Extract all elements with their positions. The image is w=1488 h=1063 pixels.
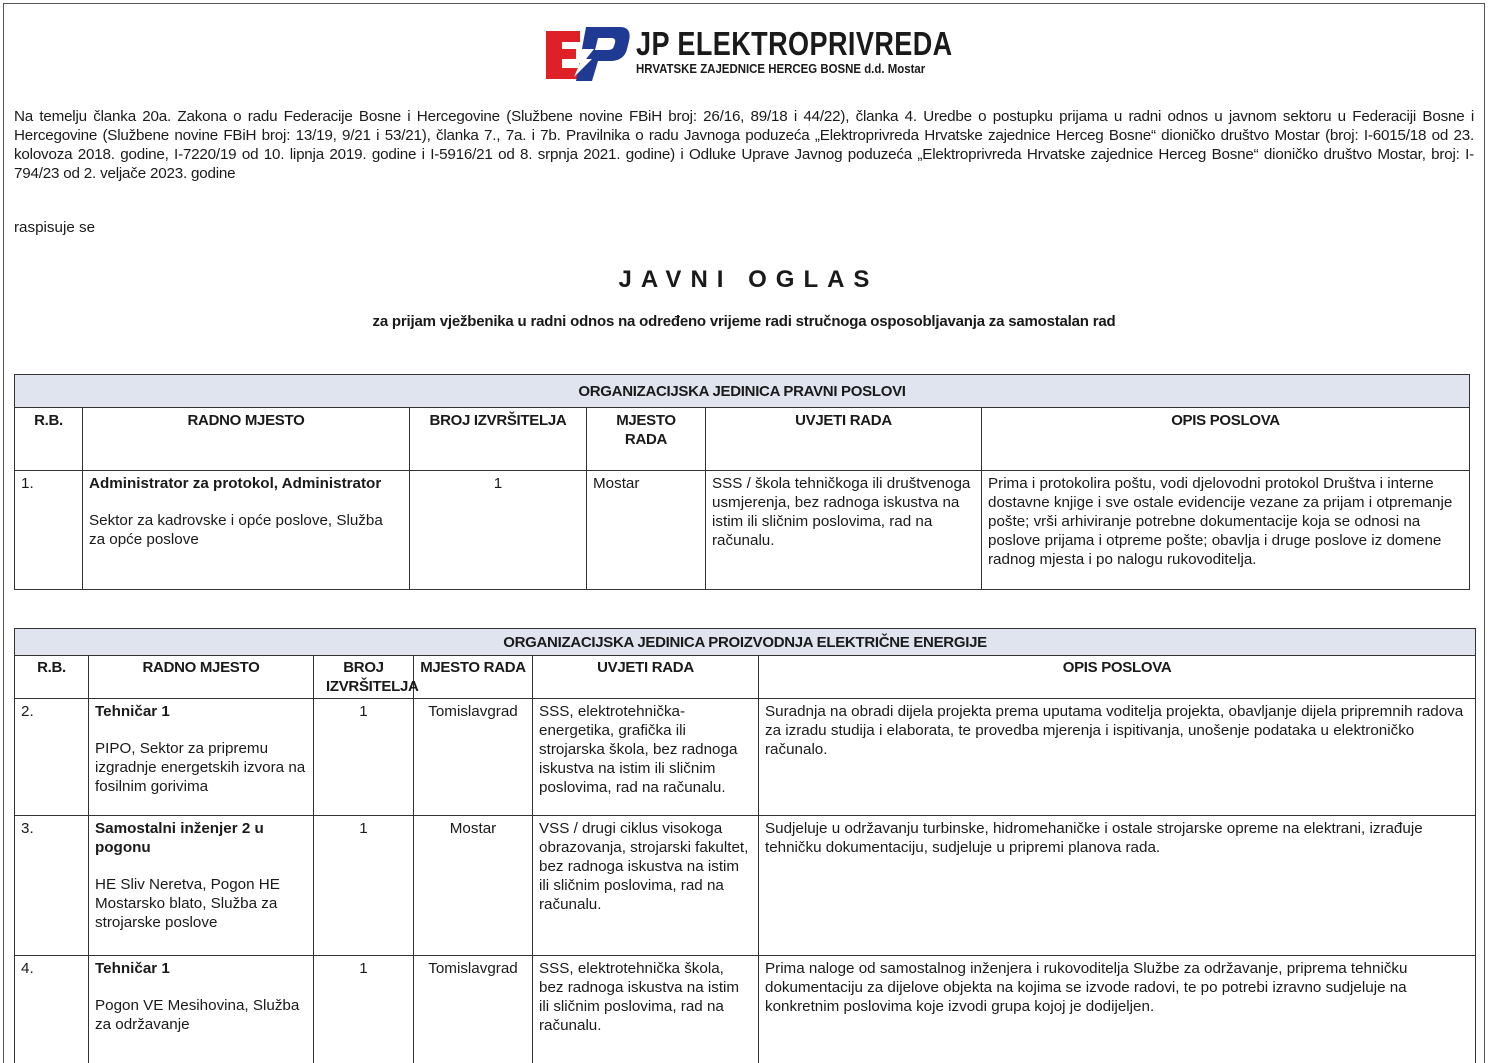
- column-header-opis-poslova: OPIS POSLOVA: [759, 656, 1476, 699]
- row-number: 4.: [15, 956, 89, 1063]
- column-header-radno-mjesto: RADNO MJESTO: [89, 656, 314, 699]
- position-cell: [89, 956, 314, 1063]
- position-name: Tehničar 1: [95, 960, 170, 977]
- conditions-cell: SSS / škola tehničkoga ili društvenoga usmjerenja, bez radnoga iskustva na istim ili sličnim poslovima, rad na računalu.: [706, 471, 982, 590]
- table-row: [15, 816, 1476, 956]
- description-cell: Sudjeluje u održavanju turbinske, hidromehaničke i ostale strojarske opreme na elektrani, izrađuje tehničku dokumentaciju, sudjeluje u pripremi planova rada.: [759, 816, 1476, 956]
- location-cell: Tomislavgrad: [414, 699, 533, 816]
- page-title: JAVNI OGLAS: [618, 266, 879, 293]
- location-cell: Tomislavgrad: [414, 956, 533, 1063]
- page-subtitle: za prijam vježbenika u radni odnos na određeno vrijeme radi stručnoga osposobljavanja za samostalan rad: [372, 313, 1116, 330]
- description-cell: Prima i protokolira poštu, vodi djelovodni protokol Društva i interne dostavne knjige i sve ostale evidencije vezane za prijam i otpremanje pošte; vrši arhiviranje potrebne dokumentacije koja se odnosi na poslove prijama i otpreme pošte; obavlja i druge poslove iz domene radnog mjesta i po nalogu rukovoditelja.: [982, 471, 1470, 590]
- row-number: 1.: [15, 471, 83, 590]
- ep-logo-icon: [546, 25, 630, 81]
- conditions-cell: VSS / drugi ciklus visokoga obrazovanja, strojarski fakultet, bez radnoga iskustva na istim ili sličnim poslovima, rad na računalu.: [533, 816, 759, 956]
- logo-title: JP ELEKTROPRIVREDA: [636, 25, 953, 62]
- table-proizvodnja: [14, 628, 1476, 1063]
- position-unit: Sektor za kadrovske i opće poslove, Služba za opće poslove: [89, 512, 383, 548]
- position-name: Samostalni inženjer 2 u pogonu: [95, 820, 264, 856]
- location-cell: Mostar: [587, 471, 706, 590]
- org-unit-header: ORGANIZACIJSKA JEDINICA PROIZVODNJA ELEKTRIČNE ENERGIJE: [15, 629, 1476, 656]
- conditions-cell: SSS, elektrotehnička-energetika, grafička ili strojarska škola, bez radnoga iskustva na istim ili sličnim poslovima, rad na računalu.: [533, 699, 759, 816]
- logo-subtitle: HRVATSKE ZAJEDNICE HERCEG BOSNE d.d. Mostar: [636, 61, 926, 76]
- position-unit: HE Sliv Neretva, Pogon HE Mostarsko blato, Služba za strojarske poslove: [95, 876, 280, 931]
- column-header-mjesto-rada: MJESTO RADA: [414, 656, 533, 699]
- column-header-rb: R.B.: [15, 408, 83, 471]
- count-cell: 1: [410, 471, 587, 590]
- description-cell: Suradnja na obradi dijela projekta prema uputama voditelja projekta, obavljanje dijela pripremnih radova za izradu studija i elaborata, te provedba mjerenja i ispitivanja, unošenje podataka u elektroničko računalo.: [759, 699, 1476, 816]
- column-header-rb: R.B.: [15, 656, 89, 699]
- count-cell: 1: [314, 956, 414, 1063]
- column-header-broj-izvrsitelja: BROJ IZVRŠITELJA: [314, 656, 414, 699]
- intro-paragraph: Na temelju članka 20a. Zakona o radu Federacije Bosne i Hercegovine (Službene novine FBiH broj: 26/16, 89/18 i 44/22), članka 4. Uredbe o postupku prijama u radni odnos u javnom sektoru u Federaciji Bosne i Hercegovine (Službene novine FBiH broj: 13/19, 9/21 i 53/21), članka 7., 7a. i 7b. Pravilnika o radu Javnoga poduzeća „Elektroprivreda Hrvatske zajednice Herceg Bosne“ dioničko društvo Mostar (broj: I-6015/18 od 23. kolovoza 2018. godine, I-7220/19 od 10. lipnja 2019. godine i I-5916/21 od 8. srpnja 2021. godine) i Odluke Uprave Javnog poduzeća „Elektroprivreda Hrvatske zajednice Herceg Bosne“ dioničko društvo Mostar, broj: I-794/23 od 2. veljače 2023. godine: [14, 108, 1474, 182]
- company-logo: [546, 25, 953, 81]
- table-row: [15, 956, 1476, 1063]
- column-header-uvjeti-rada: UVJETI RADA: [706, 408, 982, 471]
- table-row: [15, 699, 1476, 816]
- table-row: [15, 471, 1470, 590]
- count-cell: 1: [314, 816, 414, 956]
- column-header-opis-poslova: OPIS POSLOVA: [982, 408, 1470, 471]
- column-header-broj-izvrsitelja: BROJ IZVRŠITELJA: [410, 408, 587, 471]
- column-header-mjesto-rada: MJESTO RADA: [587, 408, 706, 471]
- row-number: 3.: [15, 816, 89, 956]
- column-header-radno-mjesto: RADNO MJESTO: [83, 408, 410, 471]
- column-header-uvjeti-rada: UVJETI RADA: [533, 656, 759, 699]
- conditions-cell: SSS, elektrotehnička škola, bez radnoga iskustva na istim ili sličnim poslovima, rad na računalu.: [533, 956, 759, 1063]
- position-cell: [89, 699, 314, 816]
- position-cell: [89, 816, 314, 956]
- raspisuje-text: raspisuje se: [14, 219, 96, 236]
- description-cell: Prima naloge od samostalnog inženjera i rukovoditelja Službe za održavanje, priprema tehničku dokumentaciju za dijelove objekta na kojima se izvode radovi, te po potrebi izravno sudjeluje na konkretnim poslovima koje izvodi grupa kojoj je dodijeljen.: [759, 956, 1476, 1063]
- position-unit: PIPO, Sektor za pripremu izgradnje energetskih izvora na fosilnim gorivima: [95, 740, 306, 795]
- position-cell: [83, 471, 410, 590]
- location-cell: Mostar: [414, 816, 533, 956]
- position-name: Tehničar 1: [95, 703, 170, 720]
- org-unit-header: ORGANIZACIJSKA JEDINICA PRAVNI POSLOVI: [15, 375, 1470, 408]
- row-number: 2.: [15, 699, 89, 816]
- position-name: Administrator za protokol, Administrator: [89, 475, 382, 492]
- position-unit: Pogon VE Mesihovina, Služba za održavanje: [95, 997, 300, 1033]
- table-pravni-poslovi: [14, 374, 1470, 590]
- count-cell: 1: [314, 699, 414, 816]
